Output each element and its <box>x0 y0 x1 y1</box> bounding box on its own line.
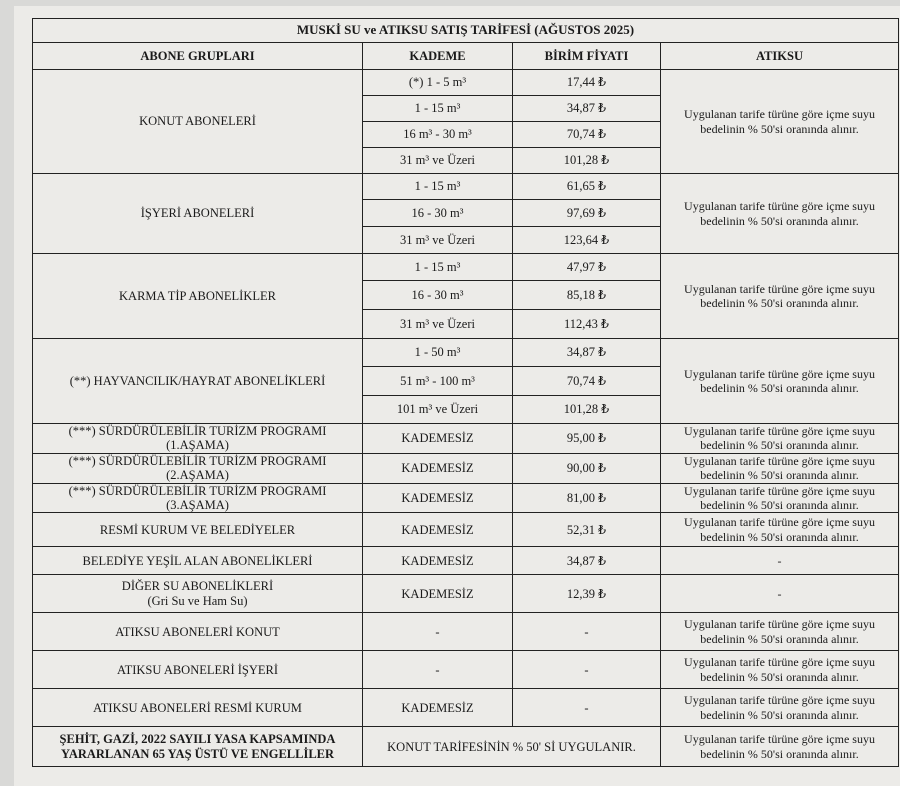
atiksu-note: Uygulanan tarife türüne göre içme suyu bedelinin % 50'si oranında alınır. <box>661 727 899 767</box>
kademe-cell: KADEMESİZ <box>363 453 513 483</box>
abone-grubu-sub: (3.AŞAMA) <box>166 497 229 512</box>
fiyat-cell: 17,44 ₺ <box>513 70 661 96</box>
header-birim-fiyati: BİRİM FİYATI <box>513 43 661 70</box>
fiyat-cell: 12,39 ₺ <box>513 575 661 613</box>
kademe-cell: KADEMESİZ <box>363 575 513 613</box>
atiksu-note: Uygulanan tarife türüne göre içme suyu bedelinin % 50'si oranında alınır. <box>661 689 899 727</box>
fiyat-cell: 112,43 ₺ <box>513 310 661 339</box>
header-abone-gruplari: ABONE GRUPLARI <box>33 43 363 70</box>
group-isyeri: İŞYERİ ABONELERİ <box>33 174 363 254</box>
abone-grubu-name: RESMİ KURUM VE BELEDİYELER <box>99 522 296 537</box>
kademe-cell: 31 m³ ve Üzeri <box>363 148 513 174</box>
fiyat-cell: 101,28 ₺ <box>513 396 661 424</box>
atiksu-note: Uygulanan tarife türüne göre içme suyu bedelinin % 50'si oranında alınır. <box>661 70 899 174</box>
table-row <box>33 483 899 513</box>
document-sheet <box>14 6 900 786</box>
tariff-table <box>32 18 899 767</box>
abone-grubu-cell <box>33 424 363 454</box>
kademe-cell: 1 - 50 m³ <box>363 339 513 367</box>
abone-grubu-cell <box>33 613 363 651</box>
fiyat-cell: - <box>513 689 661 727</box>
table-row <box>33 575 899 613</box>
kademe-cell: - <box>363 613 513 651</box>
fiyat-cell: 95,00 ₺ <box>513 424 661 454</box>
atiksu-note: Uygulanan tarife türüne göre içme suyu bedelinin % 50'si oranında alınır. <box>661 651 899 689</box>
abone-grubu-name: ATIKSU ABONELERİ İŞYERİ <box>116 662 279 677</box>
kademe-cell: 1 - 15 m³ <box>363 96 513 122</box>
atiksu-note: - <box>661 547 899 575</box>
abone-grubu-cell <box>33 513 363 547</box>
abone-grubu-cell <box>33 483 363 513</box>
fiyat-cell: 123,64 ₺ <box>513 227 661 254</box>
group-hayvancilik: (**) HAYVANCILIK/HAYRAT ABONELİKLERİ <box>33 339 363 424</box>
table-row <box>33 689 899 727</box>
fiyat-cell: 52,31 ₺ <box>513 513 661 547</box>
abone-grubu-cell: ŞEHİT, GAZİ, 2022 SAYILI YASA KAPSAMINDA YARARLANAN 65 YAŞ ÜSTÜ VE ENGELLİLER <box>33 727 363 767</box>
kademe-cell: KADEMESİZ <box>363 689 513 727</box>
kademe-cell: 1 - 15 m³ <box>363 254 513 281</box>
kademe-cell: 16 - 30 m³ <box>363 281 513 310</box>
abone-grubu-name: BELEDİYE YEŞİL ALAN ABONELİKLERİ <box>82 553 313 568</box>
fiyat-cell: 34,87 ₺ <box>513 96 661 122</box>
abone-grubu-cell <box>33 453 363 483</box>
header-kademe: KADEME <box>363 43 513 70</box>
abone-grubu-name: DİĞER SU ABONELİKLERİ <box>121 579 274 594</box>
table-row <box>33 727 899 767</box>
abone-grubu-name: ATIKSU ABONELERİ RESMİ KURUM <box>93 700 302 715</box>
table-row <box>33 547 899 575</box>
atiksu-note: Uygulanan tarife türüne göre içme suyu bedelinin % 50'si oranında alınır. <box>661 174 899 254</box>
fiyat-cell: 70,74 ₺ <box>513 122 661 148</box>
kademe-cell: KADEMESİZ <box>363 483 513 513</box>
abone-grubu-sub: (Gri Su ve Ham Su) <box>147 593 248 608</box>
abone-grubu-name: (***) SÜRDÜRÜLEBİLİR TURİZM PROGRAMI <box>68 453 327 468</box>
kademe-cell: KONUT TARİFESİNİN % 50' Sİ UYGULANIR. <box>363 727 661 767</box>
fiyat-cell: 90,00 ₺ <box>513 453 661 483</box>
fiyat-cell: 70,74 ₺ <box>513 367 661 396</box>
atiksu-note: Uygulanan tarife türüne göre içme suyu bedelinin % 50'si oranında alınır. <box>661 424 899 454</box>
fiyat-cell: 97,69 ₺ <box>513 200 661 227</box>
kademe-cell: - <box>363 651 513 689</box>
kademe-cell: 16 m³ - 30 m³ <box>363 122 513 148</box>
abone-grubu-cell <box>33 575 363 613</box>
kademe-cell: 101 m³ ve Üzeri <box>363 396 513 424</box>
abone-grubu-cell <box>33 689 363 727</box>
atiksu-note: Uygulanan tarife türüne göre içme suyu bedelinin % 50'si oranında alınır. <box>661 453 899 483</box>
fiyat-cell: 34,87 ₺ <box>513 547 661 575</box>
fiyat-cell: - <box>513 613 661 651</box>
atiksu-note: Uygulanan tarife türüne göre içme suyu bedelinin % 50'si oranında alınır. <box>661 613 899 651</box>
fiyat-cell: 101,28 ₺ <box>513 148 661 174</box>
kademe-cell: KADEMESİZ <box>363 547 513 575</box>
table-row <box>33 613 899 651</box>
fiyat-cell: 81,00 ₺ <box>513 483 661 513</box>
kademe-cell: KADEMESİZ <box>363 513 513 547</box>
atiksu-note: - <box>661 575 899 613</box>
atiksu-note: Uygulanan tarife türüne göre içme suyu bedelinin % 50'si oranında alınır. <box>661 254 899 339</box>
kademe-cell: (*) 1 - 5 m³ <box>363 70 513 96</box>
abone-grubu-name: (***) SÜRDÜRÜLEBİLİR TURİZM PROGRAMI <box>68 483 327 498</box>
table-row <box>33 453 899 483</box>
abone-grubu-sub: (2.AŞAMA) <box>166 468 229 483</box>
abone-grubu-name: ATIKSU ABONELERİ KONUT <box>115 624 280 639</box>
table-row <box>33 651 899 689</box>
kademe-cell: 51 m³ - 100 m³ <box>363 367 513 396</box>
fiyat-cell: 34,87 ₺ <box>513 339 661 367</box>
atiksu-note: Uygulanan tarife türüne göre içme suyu bedelinin % 50'si oranında alınır. <box>661 483 899 513</box>
kademe-cell: 31 m³ ve Üzeri <box>363 227 513 254</box>
fiyat-cell: 47,97 ₺ <box>513 254 661 281</box>
abone-grubu-sub: (1.AŞAMA) <box>166 438 229 453</box>
fiyat-cell: 85,18 ₺ <box>513 281 661 310</box>
table-row <box>33 513 899 547</box>
kademe-cell: 1 - 15 m³ <box>363 174 513 200</box>
kademe-cell: KADEMESİZ <box>363 424 513 454</box>
kademe-cell: 16 - 30 m³ <box>363 200 513 227</box>
abone-grubu-cell <box>33 651 363 689</box>
fiyat-cell: 61,65 ₺ <box>513 174 661 200</box>
atiksu-note: Uygulanan tarife türüne göre içme suyu bedelinin % 50'si oranında alınır. <box>661 513 899 547</box>
abone-grubu-name: (***) SÜRDÜRÜLEBİLİR TURİZM PROGRAMI <box>68 424 327 439</box>
abone-grubu-cell <box>33 547 363 575</box>
header-atiksu: ATIKSU <box>661 43 899 70</box>
group-konut: KONUT ABONELERİ <box>33 70 363 174</box>
atiksu-note: Uygulanan tarife türüne göre içme suyu bedelinin % 50'si oranında alınır. <box>661 339 899 424</box>
fiyat-cell: - <box>513 651 661 689</box>
table-row <box>33 424 899 454</box>
kademe-cell: 31 m³ ve Üzeri <box>363 310 513 339</box>
group-karma: KARMA TİP ABONELİKLER <box>33 254 363 339</box>
table-title: MUSKİ SU ve ATIKSU SATIŞ TARİFESİ (AĞUSTOS 2025) <box>33 19 899 43</box>
